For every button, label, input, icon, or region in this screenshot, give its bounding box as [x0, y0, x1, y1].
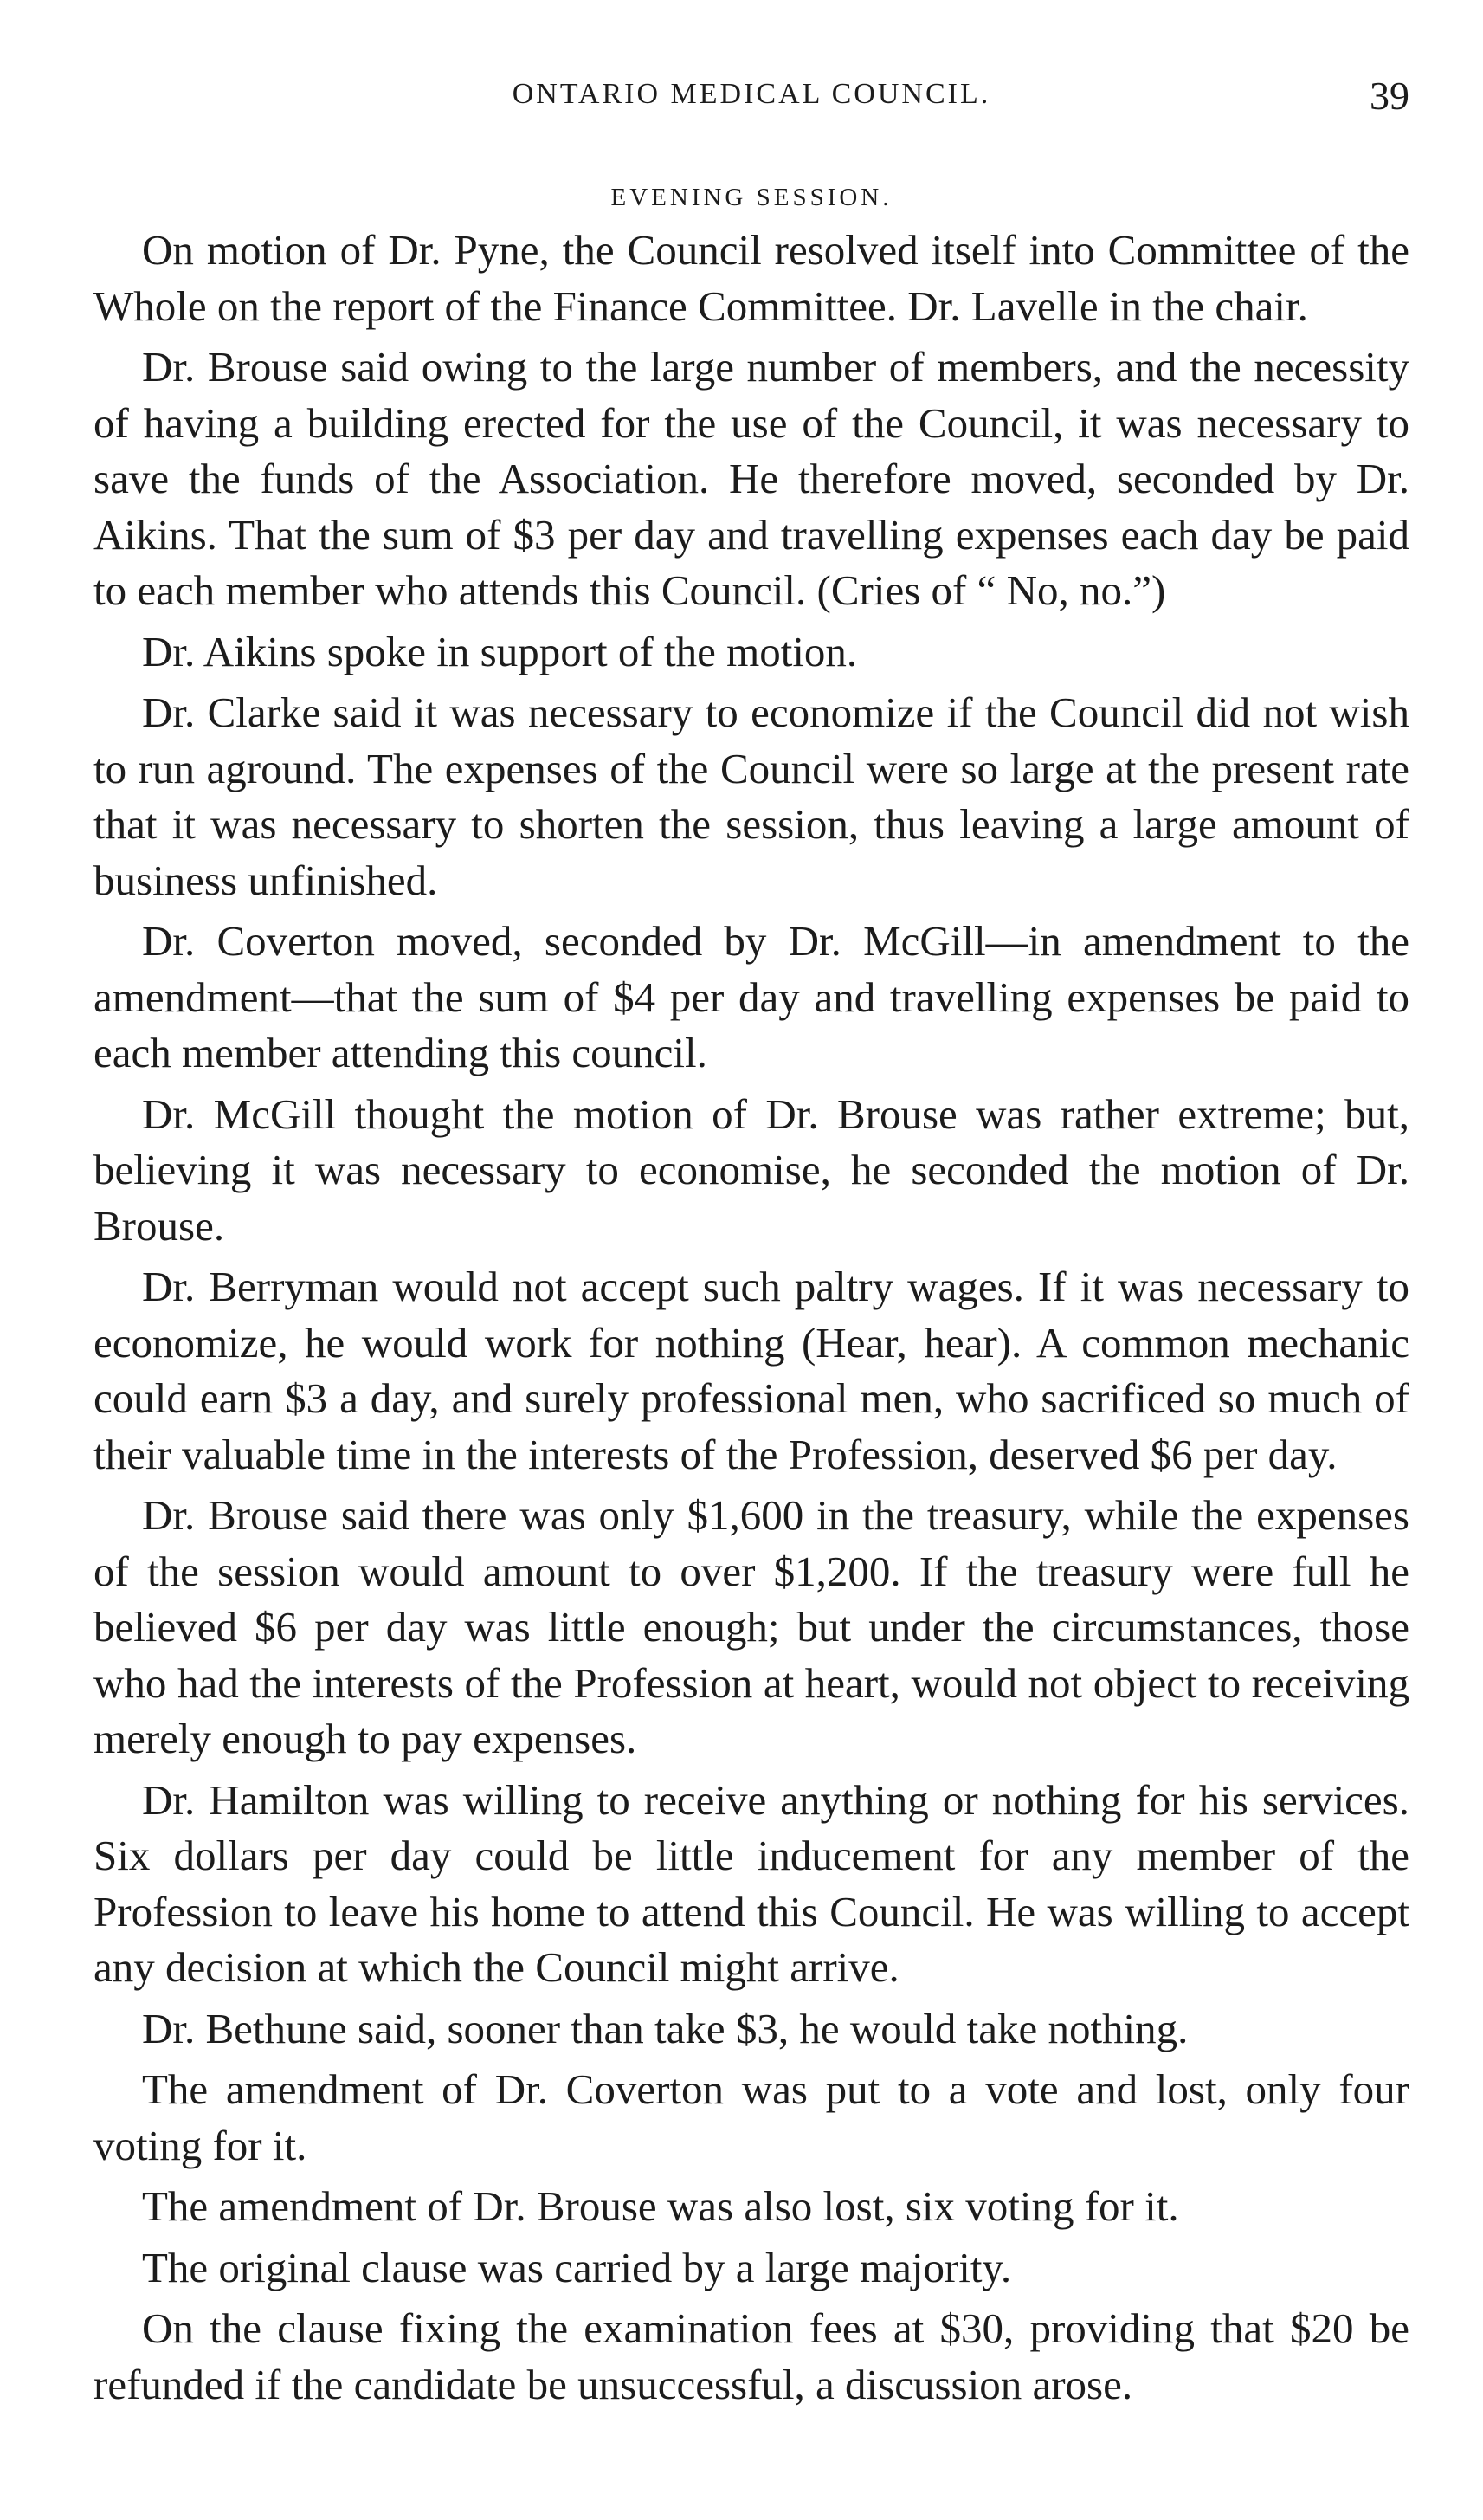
paragraph-brouse-treasury: Dr. Brouse said there was only $1,600 in the treasury, while the expenses of the session would amount to over $1,200. If the treasury were full he believed $6 per day was little enough; but under the circumstances, those who had the interests of the Profession at heart, would not object to receiving merely enough to pay expenses.	[93, 1491, 1409, 1762]
paragraph-brouse-vote: The amendment of Dr. Brouse was also lost, six voting for it.	[142, 2182, 1179, 2230]
paragraph-examination-fees: On the clause fixing the examination fees at $30, providing that $20 be refunded if the candidate be unsuccessful, a discussion arose.	[93, 2304, 1409, 2408]
paragraph-clarke: Dr. Clarke said it was necessary to economize if the Council did not wish to run aground. The expenses of the Council were so large at the present rate that it was necessary to shorten the session, thus leaving a large amount of business unfinished.	[93, 688, 1409, 904]
paragraph-bethune: Dr. Bethune said, sooner than take $3, he would take nothing.	[142, 2004, 1189, 2052]
book-page	[93, 74, 1409, 2418]
paragraph-coverton-vote: The amendment of Dr. Coverton was put to a vote and lost, only four voting for it.	[93, 2065, 1409, 2169]
paragraph-mcgill: Dr. McGill thought the motion of Dr. Brouse was rather extreme; but, believing it was necessary to economise, he seconded the motion of Dr. Brouse.	[93, 1089, 1409, 1250]
body-text	[93, 223, 1409, 2413]
paragraph-aikins: Dr. Aikins spoke in support of the motion.	[142, 627, 858, 675]
section-heading: EVENING SESSION.	[610, 184, 893, 211]
paragraph-original-clause: The original clause was carried by a large majority.	[142, 2243, 1012, 2291]
paragraph-coverton-amendment: Dr. Coverton moved, seconded by Dr. McGill—in amendment to the amendment—that the sum of $4 per day and travelling expenses be paid to each member attending this council.	[93, 917, 1409, 1076]
running-title: ONTARIO MEDICAL COUNCIL.	[512, 78, 991, 110]
running-head	[93, 74, 1409, 130]
page-number: 39	[1370, 74, 1409, 118]
paragraph-hamilton: Dr. Hamilton was willing to receive anything or nothing for his services. Six dollars per day could be little inducement for any member of the Profession to leave his home to attend this Council. He was willing to accept any decision at which the Council might arrive.	[93, 1775, 1409, 1991]
paragraph-berryman: Dr. Berryman would not accept such paltry wages. If it was necessary to economize, he would work for nothing (Hear, hear). A common mechanic could earn $3 a day, and surely professional men, who sacrificed so much of their valuable time in the interests of the Profession, deserved $6 per day.	[93, 1263, 1409, 1478]
paragraph-brouse-motion: Dr. Brouse said owing to the large number of members, and the necessity of having a building erected for the use of the Council, it was necessary to save the funds of the Association. He therefore moved, seconded by Dr. Aikins. That the sum of $3 per day and travelling expenses each day be paid to each member who attends this Council. (Cries of “ No, no.”)	[93, 343, 1409, 614]
paragraph-pyne-motion: On motion of Dr. Pyne, the Council resolved itself into Committee of the Whole on the report of the Finance Committee. Dr. Lavelle in the chair.	[93, 226, 1409, 330]
